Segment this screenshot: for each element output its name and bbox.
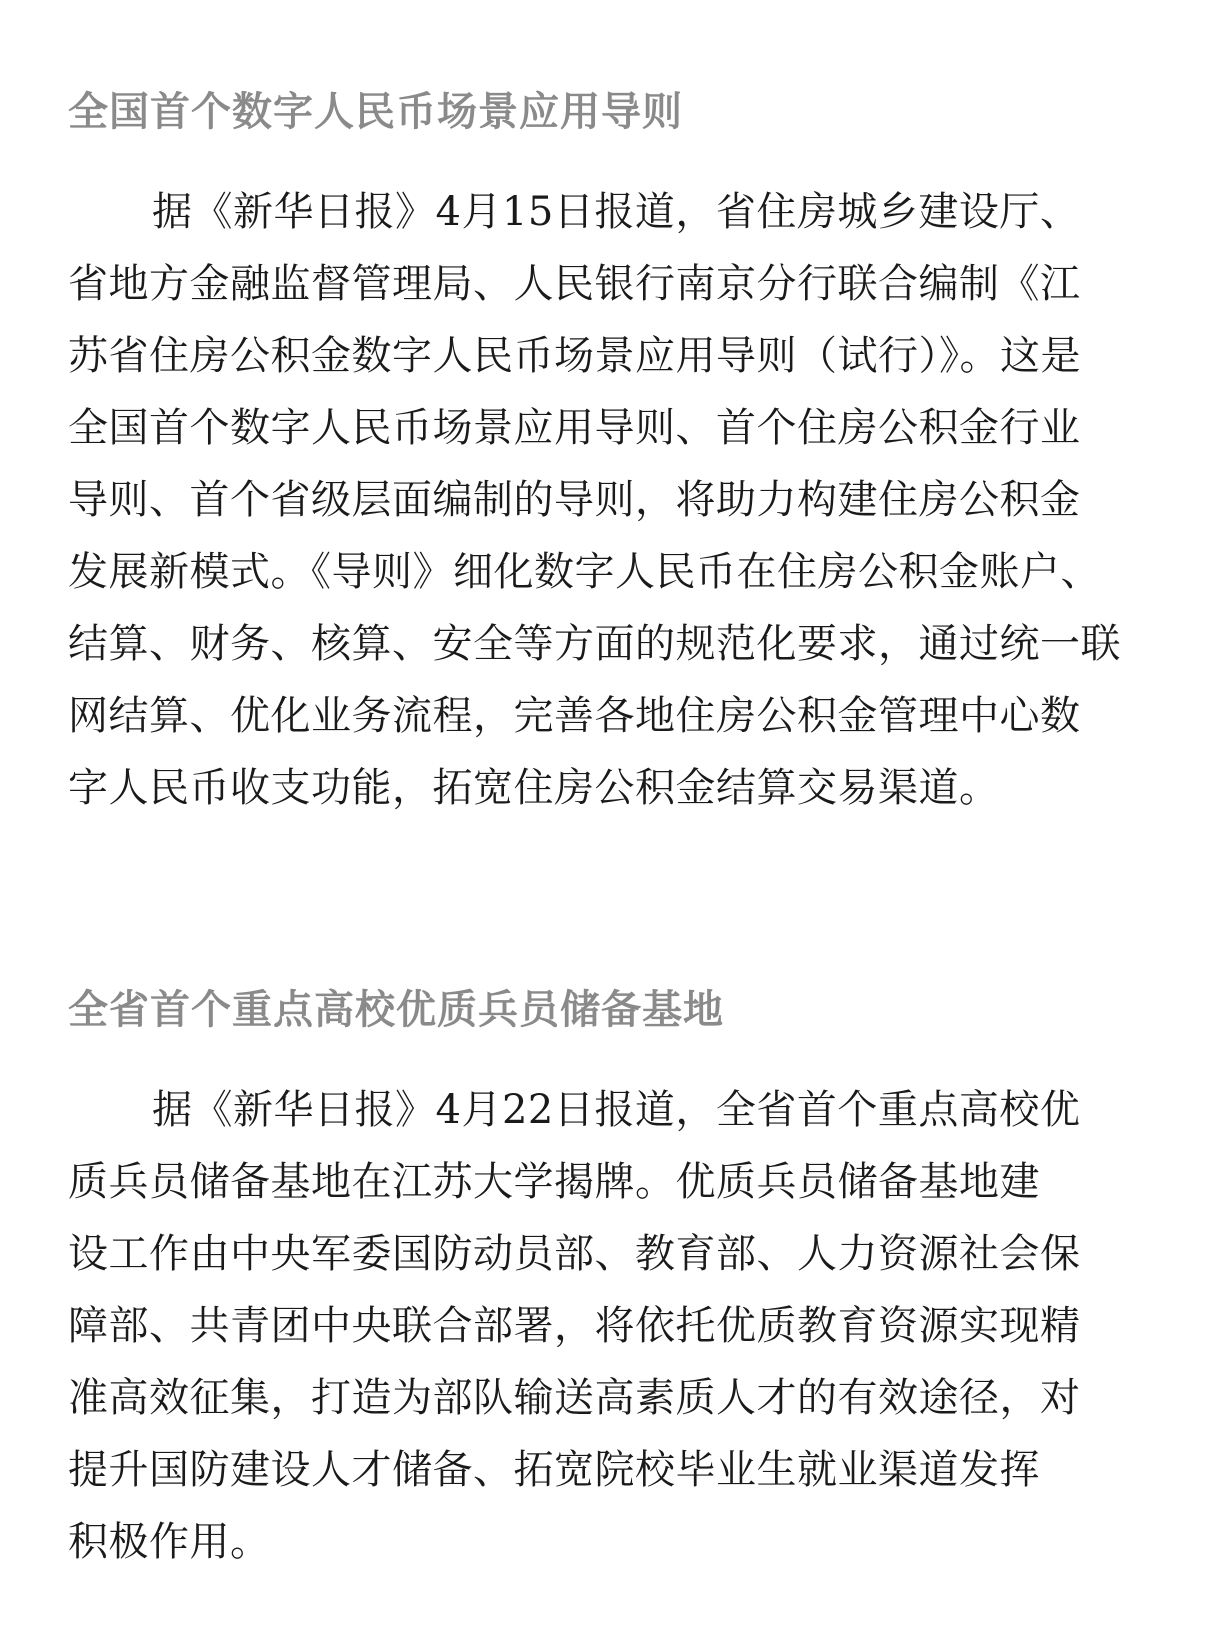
article-body-soldier-reserve-base xyxy=(68,1074,1166,1578)
article-line: 积极作用。 xyxy=(68,1519,271,1565)
article-line: 据《新华日报》4月22日报道，全省首个重点高校优 xyxy=(152,1087,1081,1133)
article-line: 发展新模式。《导则》细化数字人民币在住房公积金账户、 xyxy=(68,549,1101,595)
section-title-digital-rmb: 全国首个数字人民币场景应用导则 xyxy=(68,89,683,135)
article-line: 提升国防建设人才储备、拓宽院校毕业生就业渠道发挥 xyxy=(68,1447,1040,1493)
article-line: 省地方金融监督管理局、人民银行南京分行联合编制《江 xyxy=(68,261,1081,307)
article-line: 字人民币收支功能，拓宽住房公积金结算交易渠道。 xyxy=(68,765,1000,811)
article-line: 网结算、优化业务流程，完善各地住房公积金管理中心数 xyxy=(68,693,1081,739)
article-line: 据《新华日报》4月15日报道，省住房城乡建设厅、 xyxy=(152,189,1081,235)
article-line: 全国首个数字人民币场景应用导则、首个住房公积金行业 xyxy=(68,405,1081,451)
article-line: 导则、首个省级层面编制的导则，将助力构建住房公积金 xyxy=(68,477,1081,523)
article-line: 质兵员储备基地在江苏大学揭牌。优质兵员储备基地建 xyxy=(68,1159,1040,1205)
article-body-digital-rmb xyxy=(68,176,1166,824)
article-line: 设工作由中央军委国防动员部、教育部、人力资源社会保 xyxy=(68,1231,1081,1277)
article-line: 结算、财务、核算、安全等方面的规范化要求，通过统一联 xyxy=(68,621,1121,667)
section-title-soldier-reserve-base: 全省首个重点高校优质兵员储备基地 xyxy=(68,987,724,1033)
article-line: 准高效征集，打造为部队输送高素质人才的有效途径，对 xyxy=(68,1375,1081,1421)
article-line: 障部、共青团中央联合部署，将依托优质教育资源实现精 xyxy=(68,1303,1081,1349)
article-line: 苏省住房公积金数字人民币场景应用导则（试行）》。这是 xyxy=(68,333,1081,379)
